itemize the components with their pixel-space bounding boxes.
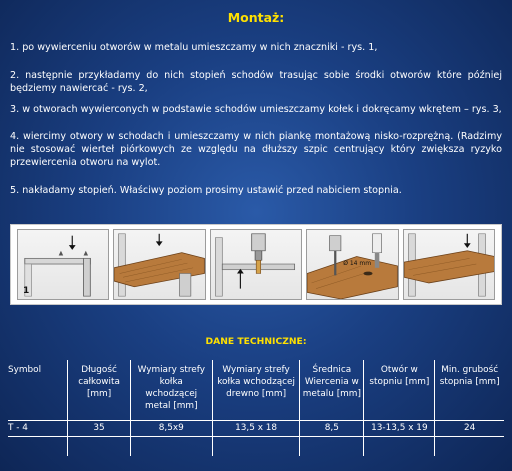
step-4: 4. wiercimy otwory w schodach i umieszczamy w nich piankę montażową nisko-rozprężną. (Radzimy nie stosować wierteł piórkowych ze względu na dłuższy szpic centrujący który zwiększa ryzyko przewiercenia otworu na wylot. (10, 131, 502, 168)
table-row-empty (8, 437, 504, 457)
cell-length: 35 (68, 421, 130, 437)
header-min-thickness: Min. grubość stopnia [mm] (435, 360, 504, 421)
step-2: 2. następnie przykładamy do nich stopień schodów trasując sobie środki otworów które później będziemy nawiercać - rys. 2, (10, 70, 502, 94)
step-5: 5. nakładamy stopień. Właściwy poziom prosimy ustawić przed nabiciem stopnia. (10, 185, 402, 196)
page-title: Montaż: (227, 10, 285, 25)
figure-2-step-placement (113, 229, 205, 300)
figure-1-markers (17, 229, 109, 300)
header-wood-zone: Wymiary strefy kołka wchodzącej drewno [mm] (212, 360, 299, 421)
cell-min-thickness: 24 (435, 421, 504, 437)
technical-data-table (8, 360, 504, 456)
figure-4-drilling-step (306, 229, 398, 300)
header-drill-diameter: Średnica Wiercenia w metalu [mm] (300, 360, 364, 421)
installation-figures (10, 224, 502, 305)
figure-number: 1 (23, 286, 30, 296)
step-1: 1. po wywierceniu otworów w metalu umieszczamy w nich znaczniki - rys. 1, (10, 42, 378, 53)
cell-symbol: T - 4 (8, 421, 68, 437)
cell-drill-diameter: 8,5 (300, 421, 364, 437)
header-length: Długość całkowita [mm] (68, 360, 130, 421)
technical-data-title: DANE TECHNICZNE: (205, 336, 307, 347)
table-header-row (8, 360, 504, 421)
cell-metal-zone: 8,5x9 (130, 421, 212, 437)
header-metal-zone: Wymiary strefy kołka wchodzącej metal [mm] (130, 360, 212, 421)
table-row (8, 421, 504, 437)
figure-5-final-step (403, 229, 495, 300)
header-symbol: Symbol (8, 360, 68, 421)
cell-step-hole: 13-13,5 x 19 (364, 421, 435, 437)
header-step-hole: Otwór w stopniu [mm] (364, 360, 435, 421)
figure-3-dowel-screw (210, 229, 302, 300)
step-3: 3. w otworach wywierconych w podstawie schodów umieszczamy kołek i dokręcamy wkrętem – rys. 3, (10, 104, 502, 115)
drill-diameter-label: Ø 14 mm (343, 260, 372, 267)
cell-wood-zone: 13,5 x 18 (212, 421, 299, 437)
